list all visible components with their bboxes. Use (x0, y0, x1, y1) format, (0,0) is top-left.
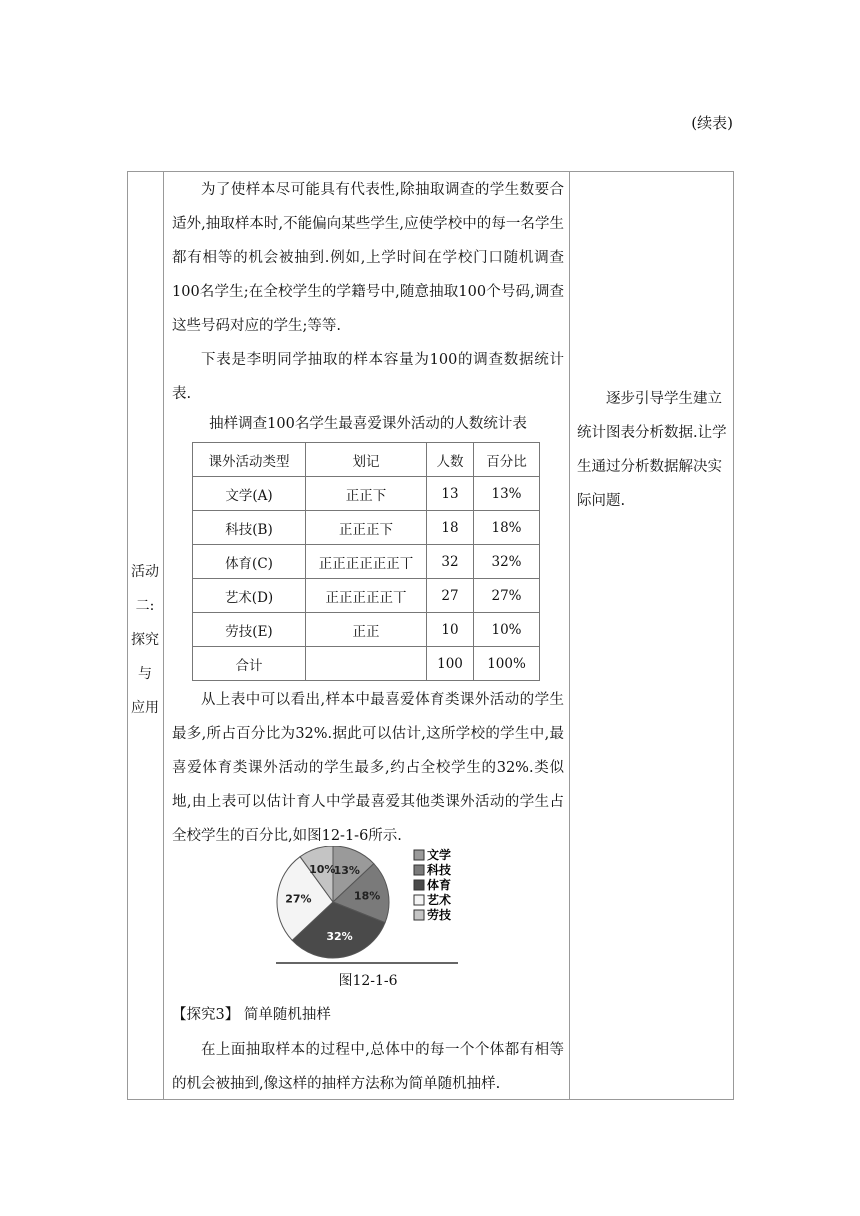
table-cell: 18 (427, 511, 474, 545)
pie-data-label: 13% (333, 864, 360, 878)
table-cell: 劳技(E) (193, 613, 306, 647)
table-row (193, 579, 540, 613)
legend-swatch (414, 850, 424, 860)
table-cell: 27 (427, 579, 474, 613)
activity-label-line: 探究 (131, 632, 159, 648)
legend-label: 艺术 (427, 893, 452, 907)
column-divider-1 (163, 171, 164, 1100)
table-cell: 10% (474, 613, 540, 647)
legend-label: 文学 (427, 848, 452, 862)
table-row (193, 647, 540, 681)
table-row (193, 511, 540, 545)
figure-caption: 图12-1-6 (338, 973, 398, 989)
table-cell: 100% (474, 647, 540, 681)
table-cell: 10 (427, 613, 474, 647)
pie-data-label: 18% (353, 889, 381, 903)
table-row (193, 613, 540, 647)
paragraph-definition: 在上面抽取样本的过程中,总体中的每一个个体都有相等的机会被抽到,像这样的抽样方法称为简单随机抽样. (172, 1042, 564, 1092)
table-cell: 32 (427, 545, 474, 579)
table-cell: 合计 (193, 647, 306, 681)
table-cell: 文学(A) (193, 477, 306, 511)
paragraph-analysis: 从上表中可以看出,样本中最喜爱体育类课外活动的学生最多,所占百分比为32%.据此可以估计,这所学校的学生中,最喜爱体育类课外活动的学生最多,约占全校学生的32%.类似地,由上表可以估计育人中学最喜爱其他类课外活动的学生占全校学生的百分比,如图12-1-6所示. (172, 692, 564, 844)
table-cell: 正正正正正正丅 (306, 545, 427, 579)
table-cell: 艺术(D) (193, 579, 306, 613)
table-cell: 13% (474, 477, 540, 511)
activity-label (127, 555, 163, 725)
table-row (193, 545, 540, 579)
legend-swatch (414, 895, 424, 905)
column-divider-2 (569, 171, 570, 1100)
activity-label-line: 与 (138, 666, 152, 682)
table-cell: 27% (474, 579, 540, 613)
header-cell: 课外活动类型 (193, 443, 306, 477)
legend-label: 体育 (427, 878, 452, 892)
table-cell (306, 647, 427, 681)
explore-heading: 【探究3】 简单随机抽样 (172, 1007, 331, 1023)
table-cell: 正正正正正丅 (306, 579, 427, 613)
legend-swatch (414, 880, 424, 890)
pie-data-label: 27% (285, 892, 312, 906)
pie-data-label: 32% (326, 930, 353, 944)
table-cell: 32% (474, 545, 540, 579)
legend-label: 劳技 (427, 908, 452, 922)
table-cell: 正正 (306, 613, 427, 647)
paragraph-sampling: 为了使样本尽可能具有代表性,除抽取调查的学生数要合适外,抽取样本时,不能偏向某些学生,应使学校中的每一名学生都有相等的机会被抽到.例如,上学时间在学校门口随机调查100名学生;在全校学生的学籍号中,随意抽取100个号码,调查这些号码对应的学生;等等. (172, 182, 564, 334)
header-cell: 百分比 (474, 443, 540, 477)
paragraph-table-intro: 下表是李明同学抽取的样本容量为100的调查数据统计表. (172, 352, 564, 402)
table-caption: 抽样调查100名学生最喜爱课外活动的人数统计表 (209, 416, 527, 432)
table-cell: 18% (474, 511, 540, 545)
pie-chart (276, 846, 458, 964)
legend-label: 科技 (427, 863, 452, 877)
table-row (193, 477, 540, 511)
table-cell: 100 (427, 647, 474, 681)
activity-label-line: 活动 (131, 564, 159, 580)
table-cell: 13 (427, 477, 474, 511)
legend-swatch (414, 865, 424, 875)
activity-label-line: 应用 (131, 700, 159, 716)
table-cell: 正正下 (306, 477, 427, 511)
pie-chart-figure (276, 846, 458, 964)
header-cell: 划记 (306, 443, 427, 477)
teaching-note: 逐步引导学生建立统计图表分析数据.让学生通过分析数据解决实际问题. (577, 391, 727, 509)
table-cell: 体育(C) (193, 545, 306, 579)
continuation-label: (续表) (691, 114, 733, 132)
activity-label-line: 二: (135, 598, 155, 614)
table-header-row (193, 443, 540, 477)
pie-data-label: 10% (309, 862, 336, 876)
table-cell: 科技(B) (193, 511, 306, 545)
survey-table (192, 442, 540, 681)
legend-swatch (414, 910, 424, 920)
table-cell: 正正正下 (306, 511, 427, 545)
header-cell: 人数 (427, 443, 474, 477)
